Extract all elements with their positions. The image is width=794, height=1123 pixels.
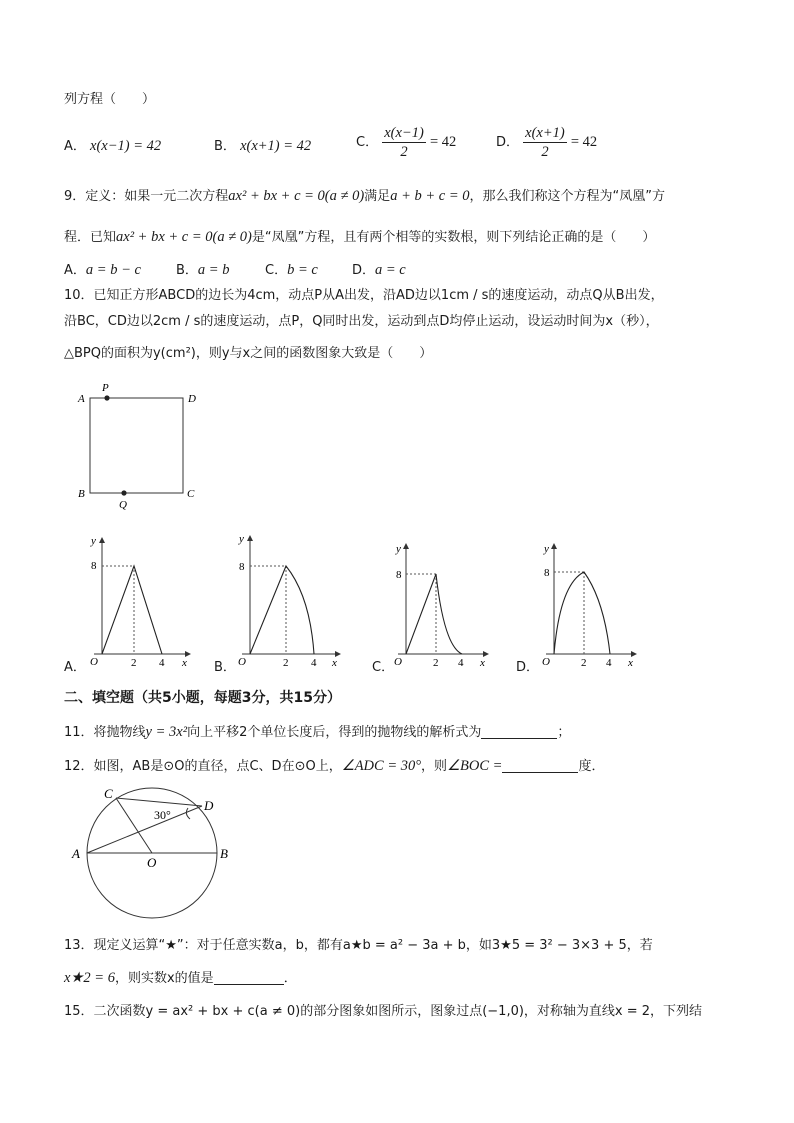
x-mark-2: 2 xyxy=(283,657,289,669)
curve-a xyxy=(102,566,162,654)
answer-blank xyxy=(214,970,284,985)
x-mark-4: 4 xyxy=(606,657,612,669)
curve-c xyxy=(406,574,462,654)
graph-label-c: C． xyxy=(372,660,395,675)
point-p xyxy=(104,395,109,400)
y-label: y xyxy=(544,543,549,555)
label-c: C xyxy=(187,488,195,500)
q9-option-d: D．a = c xyxy=(352,262,406,278)
origin-label: O xyxy=(394,656,402,668)
graph-label-a: A． xyxy=(64,660,86,675)
y-label: y xyxy=(91,535,96,547)
x-mark-4: 4 xyxy=(458,657,464,669)
q13-line-2: x★2 = 6，则实数x的值是 ． xyxy=(64,970,297,986)
label-a: A xyxy=(78,393,85,405)
label-b: B xyxy=(220,846,228,861)
origin-label: O xyxy=(542,656,550,668)
q8-option-a: A． x(x−1) = 42 xyxy=(64,138,162,154)
square-figure xyxy=(70,380,210,515)
y-mark-8: 8 xyxy=(239,561,245,573)
x-label: x xyxy=(628,657,633,669)
curve-b xyxy=(250,566,314,654)
q13-line-1: 13．现定义运算“★”：对于任意实数a，b，都有a★b = a² − 3a + b，如3★5 = 3² − 3×3 + 5，若 xyxy=(64,938,653,953)
q8-option-c: C． $\frac{x(x-1)}{2}$ = 42 xyxy=(356,125,457,160)
label-d: D xyxy=(204,798,214,813)
label-d: D xyxy=(188,393,196,405)
y-label: y xyxy=(396,543,401,555)
angle-arc xyxy=(186,808,190,819)
origin-label: O xyxy=(90,656,98,668)
label-a: A xyxy=(72,846,80,861)
x-label: x xyxy=(182,657,187,669)
q10-line-1: 10．已知正方形ABCD的边长为4cm，动点P从A出发，沿AD边以1cm / s的速度运动，动点Q从B出发， xyxy=(64,288,664,303)
graph-option-d xyxy=(540,538,640,670)
curve-d xyxy=(554,572,610,654)
q8-stem: 列方程（ ） xyxy=(64,92,156,107)
graph-option-c xyxy=(392,538,492,670)
circle-figure xyxy=(68,784,240,922)
x-label: x xyxy=(480,657,485,669)
q12: 12．如图，AB是⊙O的直径，点C、D在⊙O上，∠ADC = 30°，则∠BOC = 度． xyxy=(64,758,605,774)
y-label: y xyxy=(239,533,244,545)
x-mark-2: 2 xyxy=(433,657,439,669)
point-q xyxy=(121,490,126,495)
section-heading: 二、填空题（共5小题，每题3分，共15分） xyxy=(64,690,341,706)
q9-option-b: B．a = b xyxy=(176,262,230,278)
x-mark-2: 2 xyxy=(131,657,137,669)
label-o: O xyxy=(147,855,157,870)
q8-option-b: B． x(x+1) = 42 xyxy=(214,138,312,154)
x-label: x xyxy=(332,657,337,669)
x-mark-4: 4 xyxy=(159,657,165,669)
graph-option-a xyxy=(88,532,198,672)
angle-label: 30° xyxy=(154,808,171,822)
graph-option-b xyxy=(236,530,346,670)
label-p: P xyxy=(102,382,109,394)
q9-option-a: A．a = b − c xyxy=(64,262,141,278)
q10-line-2: 沿BC，CD边以2cm / s的速度运动，点P，Q同时出发，运动到点D均停止运动，设运动时间为x（秒）， xyxy=(64,314,659,329)
q15-line-1: 15．二次函数y = ax² + bx + c(a ≠ 0)的部分图象如图所示，图象过点(−1,0)，对称轴为直线x = 2，下列结 xyxy=(64,1004,703,1019)
chord-ad xyxy=(87,806,202,853)
q9-line-2: 程．已知ax² + bx + c = 0(a ≠ 0)是“凤凰”方程，且有两个相等的实数根，则下列结论正确的是（ ） xyxy=(64,229,656,245)
label-b: B xyxy=(78,488,85,500)
answer-blank xyxy=(481,724,557,739)
origin-label: O xyxy=(238,656,246,668)
y-mark-8: 8 xyxy=(544,567,550,579)
label-q: Q xyxy=(119,499,127,511)
x-mark-2: 2 xyxy=(581,657,587,669)
q9-line-1: 9．定义：如果一元二次方程ax² + bx + c = 0(a ≠ 0)满足a + b + c = 0，那么我们称这个方程为“凤凰”方 xyxy=(64,188,665,204)
y-mark-8: 8 xyxy=(91,560,97,572)
graph-label-d: D． xyxy=(516,660,540,675)
q11: 11．将抛物线y = 3x²向上平移2个单位长度后，得到的抛物线的解析式为 ； xyxy=(64,724,571,740)
segment-co xyxy=(116,798,152,853)
q8-option-d: D． $\frac{x(x+1)}{2}$ = 42 xyxy=(496,125,598,160)
square-abcd xyxy=(90,398,183,493)
label-c: C xyxy=(104,786,113,801)
q9-option-c: C．b = c xyxy=(265,262,318,278)
answer-blank xyxy=(502,758,578,773)
y-mark-8: 8 xyxy=(396,569,402,581)
graph-label-b: B． xyxy=(214,660,236,675)
q10-line-3: △BPQ的面积为y(cm²)，则y与x之间的函数图象大致是（ ） xyxy=(64,346,433,361)
x-mark-4: 4 xyxy=(311,657,317,669)
